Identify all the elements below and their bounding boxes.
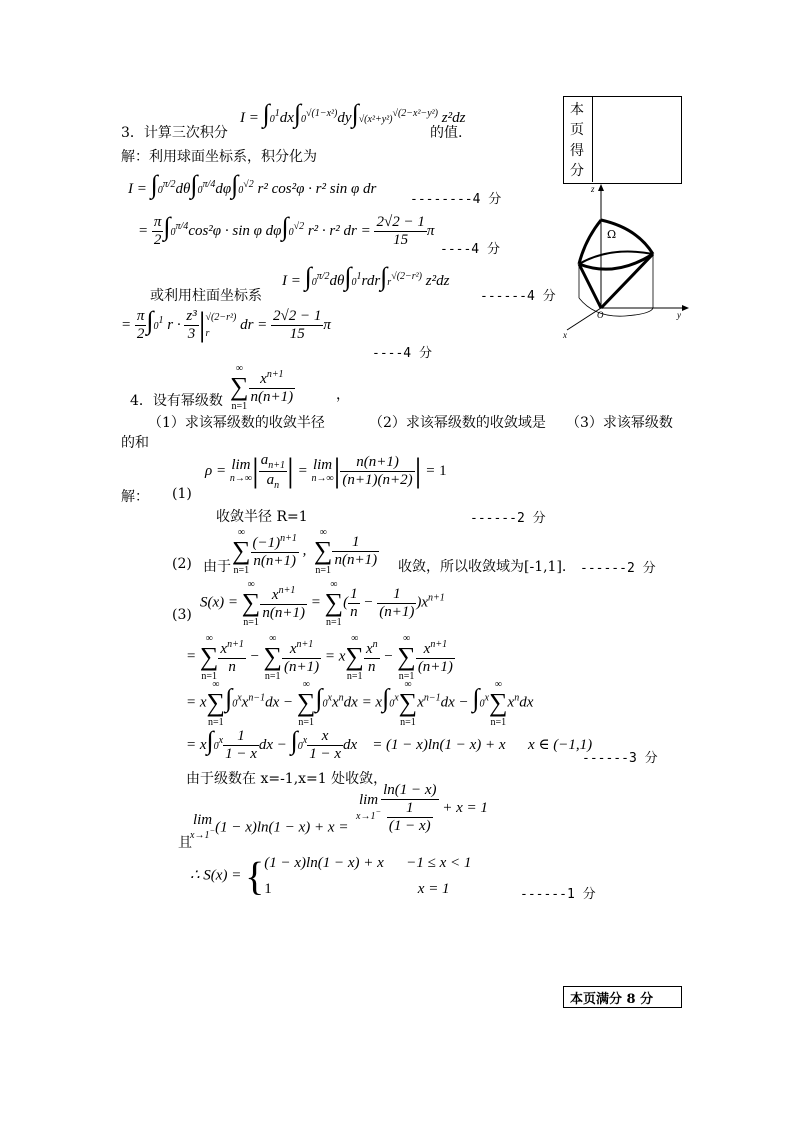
- q3-cylindrical-eq1: $I = \int 0^{\pi/2}d\theta\int 0^1rdr\int r^{√(2-r^2)}$ z²dz: [282, 262, 450, 291]
- q4-series: ∞ ∑ n=1 $\frac{x^{n+1}}{n(n+1)}$: [230, 363, 294, 412]
- cone-rim-back: [579, 252, 653, 264]
- q3-title-suffix: 的值.: [430, 125, 463, 141]
- q4-ratio-limit: ρ = lim n→∞| $\frac{a_{n+1}}{a_n}$ | = lim n→∞| $\frac{n(n+1)}{(n+1)(n+2)}$ | = 1: [205, 452, 447, 491]
- q4-score-4: ------1 分: [520, 887, 596, 902]
- score-box-char-1: 本: [570, 102, 584, 118]
- sphere-arc-left: [579, 220, 601, 264]
- q4-title-suffix: ，: [336, 387, 350, 403]
- q3-score-1: --------4 分: [410, 192, 502, 207]
- q3-score-4: ----4 分: [372, 346, 432, 361]
- q4-sum-line3: = x∞ ∑ $n=1\int 0^xx^{n-1}dx$ − ∞ ∑ $n=1\int 0^xx^ndx = x\int 0^x\infty$ ∑ $n=1x^{n-1}dx - \int 0^x\infty$ ∑ $n=1x^ndx$: [186, 679, 534, 728]
- label-y: y: [677, 310, 681, 320]
- q4-score-1: ------2 分: [470, 511, 546, 526]
- q4-score-3: ------3 分: [582, 751, 658, 766]
- q4-part-3: （3）求该幂级数: [566, 415, 673, 431]
- label-z: z: [591, 184, 595, 194]
- z-arrowhead: [598, 184, 604, 191]
- score-box-char-3: 得: [570, 143, 584, 159]
- q4-part-3-cont: 的和: [121, 435, 149, 451]
- q4-limit-left: lim x→1−(1 − x)ln(1 − x) + x =: [190, 812, 349, 842]
- cylinder-base-arc: [579, 298, 653, 316]
- q4-score-2: ------2 分: [580, 561, 656, 576]
- score-box-char-2: 页: [570, 122, 584, 138]
- y-arrowhead: [682, 305, 689, 311]
- q4-convergence-note: 由于级数在 x=-1,x=1 处收敛，: [186, 771, 388, 787]
- q4-sum-line2: = ∞ ∑ n=1 $\frac{x^{n+1}}{n}$ − ∞ ∑ n=1 $\frac{x^{n+1}}{(n+1)}$ = x∞ ∑ n=1 $\frac{x^n}{n}$ − ∞ ∑ n=1 $\frac{x^{n+1}}{(n+1)}$: [186, 633, 453, 682]
- q4-endpoint-series: ∞ ∑ n=1 $\frac{(-1)^{n+1}}{n(n+1)}$ , ∞ ∑ n=1 $\frac{1}{n(n+1)}$: [232, 527, 378, 576]
- q4-step-2-prefix: 由于: [203, 559, 231, 575]
- q3-score-3: ------4 分: [480, 289, 556, 304]
- q4-sum-line4: = $x\int 0^x$ $\frac{1}{1 - x}$ dx − $\int 0^x$ $\frac{x}{1 - x}$ dx = (1 − x)ln(1 − x) + x x ∈ (−1,1): [186, 726, 593, 763]
- q4-limit-right: lim x→1− $\frac{\ln(1 - x)}{\frac{1}{(1 - x)}}$ + x = 1: [356, 782, 488, 834]
- label-origin: O: [597, 310, 604, 320]
- cone-right-line: [601, 254, 653, 308]
- q4-sum-line1: S(x) = ∞ ∑ n=1 $\frac{x^{n+1}}{n(n+1)}$ = ∞ ∑ n=1( $\frac{1}{n}$ − $\frac{1}{(n+1)}$ )$x^{n+1}$: [200, 579, 445, 628]
- q4-radius: 收敛半径 R=1: [216, 509, 308, 525]
- q3-spherical-eq1: $I = \int 0^{\pi/2}d\theta\int 0^{\pi/4}d\varphi\int 0^{√2}$ r² cos²φ · r² sin φ dr: [128, 170, 377, 199]
- q4-title: 4．设有幂级数: [130, 393, 223, 409]
- hemisphere-cone-figure: [555, 180, 695, 345]
- q3-title: 3．计算三次积分: [121, 125, 228, 141]
- q3-score-2: ----4 分: [440, 242, 500, 257]
- q3-spherical-eq2: = $\frac{\pi}{2}$ $\int 0^{\pi/4}\cos^2\varphi \cdot \sin \varphi$ $d\varphi\int 0^{√2}$ r² · r² dr = $\frac{2√2 - 1}{15}$ π: [138, 212, 435, 249]
- q4-step-1: (1): [172, 486, 192, 502]
- full-score-label: 本页满分 8 分: [570, 992, 654, 1007]
- q3-integral: $I = \int 0^1dx\int 0^{√(1-x^2)}dy\int√(x^2+y^2)^{√(2-x^2-y^2)}$ z²dz: [240, 99, 466, 128]
- q4-step-2-suffix: 收敛，所以收敛域为[-1,1].: [398, 559, 567, 575]
- q4-solution-label: 解：: [121, 489, 149, 505]
- score-box-char-4: 分: [570, 163, 584, 179]
- q4-step-2: (2): [172, 556, 192, 572]
- q3-alt-method: 或利用柱面坐标系: [150, 288, 262, 304]
- score-box-divider: [592, 96, 593, 182]
- label-x: x: [563, 330, 567, 340]
- q4-part-1: （1）求该幂级数的收敛半径: [148, 415, 325, 431]
- q4-part-2: （2）求该幂级数的收敛域是: [369, 415, 546, 431]
- q4-step-3: (3): [172, 607, 192, 623]
- q4-qie: 且: [178, 835, 192, 851]
- q3-solution-label: 解：利用球面坐标系，积分化为: [121, 149, 317, 165]
- q4-piecewise: ∴ S(x) = {(1 − x)ln(1 − x) + x −1 ≤ x < 1 1 x = 1: [190, 853, 472, 899]
- label-omega: Ω: [607, 228, 617, 241]
- q3-cylindrical-eq2: = $\frac{\pi}{2}$ $\int 0^1$ r · $\frac{\text{z³}}{3}$ |√(2−r²) r dr = $\frac{2√2 - 1}{15}$ π: [121, 306, 331, 344]
